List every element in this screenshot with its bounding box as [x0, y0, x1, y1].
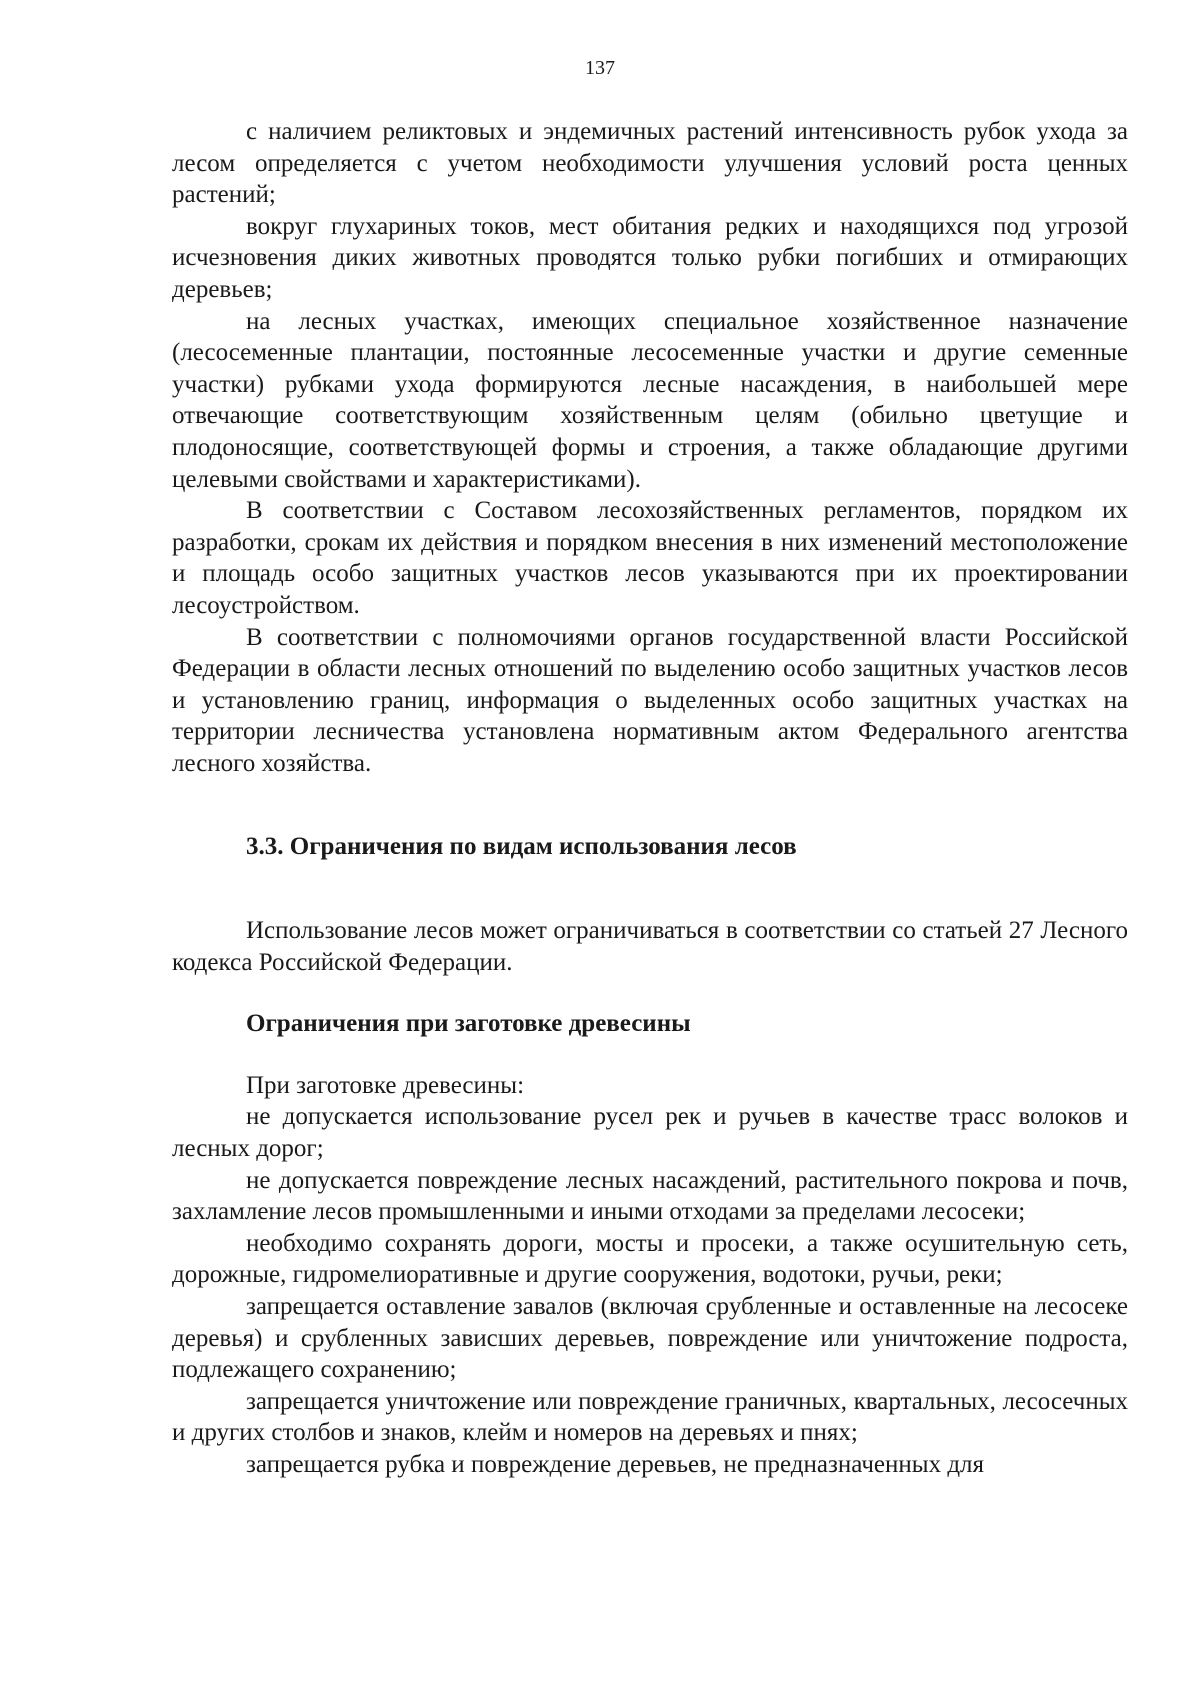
paragraph: необходимо сохранять дороги, мосты и просеки, а также осушительную сеть, дорожные, гидромелиоративные и другие сооружения, водотоки, ручьи, реки; — [172, 1229, 1128, 1289]
paragraph: не допускается использование русел рек и ручьев в качестве трасс волоков и лесных дорог; — [172, 1103, 1128, 1163]
paragraph: В соответствии с Составом лесохозяйственных регламентов, порядком их разработки, срокам их действия и порядком внесения в них изменений местоположение и площадь особо защитных участков лесов указываются при их проектировании лесоустройством. — [172, 497, 1128, 619]
paragraph: не допускается повреждение лесных насаждений, растительного покрова и почв, захламление лесов промышленными и иными отходами за пределами лесосеки; — [172, 1166, 1128, 1226]
page-number: 137 — [585, 57, 615, 79]
paragraph: запрещается уничтожение или повреждение граничных, квартальных, лесосечных и других столбов и знаков, клейм и номеров на деревьях и пнях; — [172, 1387, 1128, 1447]
paragraph: на лесных участках, имеющих специальное хозяйственное назначение (лесосеменные плантации, постоянные лесосеменные участки и другие семенные участки) рубками ухода формируются лесные насаждения, в наибольшей мере отвечающие соответствующим хозяйственным целям (обильно цветущие и плодоносящие, соответствующей формы и строения, а также обладающие другими целевыми свойствами и характеристиками). — [172, 307, 1128, 493]
subheading: Ограничения при заготовке древесины — [246, 1010, 691, 1038]
paragraph: с наличием реликтовых и эндемичных растений интенсивность рубок ухода за лесом определяется с учетом необходимости улучшения условий роста ценных растений; — [172, 118, 1128, 209]
section-heading: 3.3. Ограничения по видам использования лесов — [246, 833, 797, 861]
paragraph: При заготовке древесины: — [246, 1071, 525, 1099]
paragraph: запрещается рубка и повреждение деревьев, не предназначенных для — [246, 1450, 985, 1478]
page-content — [172, 116, 1128, 1481]
paragraph: В соответствии с полномочиями органов государственной власти Российской Федерации в области лесных отношений по выделению особо защитных участков лесов и установлению границ, информация о выделенных особо защитных участках на территории лесничества установлена нормативным актом Федерального агентства лесного хозяйства. — [172, 623, 1128, 777]
section-intro: Использование лесов может ограничиваться в соответствии со статьей 27 Лесного кодекса Российской Федерации. — [172, 917, 1128, 976]
paragraph: вокруг глухариных токов, мест обитания редких и находящихся под угрозой исчезновения диких животных проводятся только рубки погибших и отмирающих деревьев; — [172, 212, 1128, 303]
paragraph: запрещается оставление завалов (включая срубленные и оставленные на лесосеке деревья) и срубленных зависших деревьев, повреждение или уничтожение подроста, подлежащего сохранению; — [172, 1293, 1128, 1384]
